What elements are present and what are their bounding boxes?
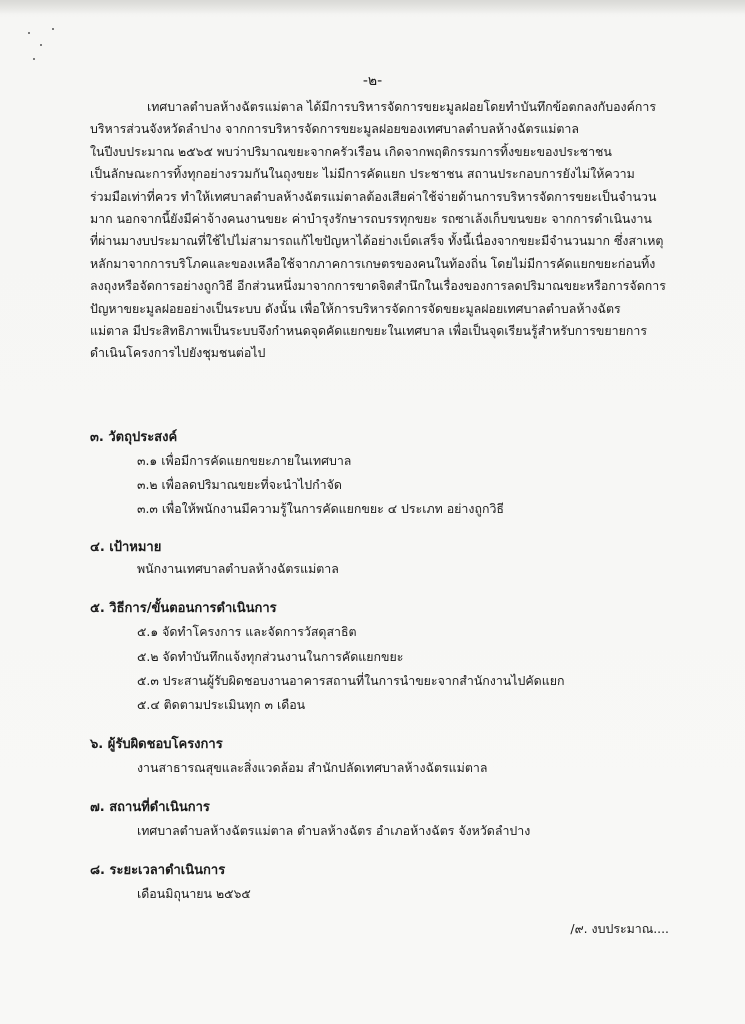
target-item: พนักงานเทศบาลตำบลห้างฉัตรแม่ตาล: [137, 561, 339, 576]
paragraph-line: ในปีงบประมาณ ๒๕๖๕ พบว่าปริมาณขยะจากครัวเรือน เกิดจากพฤติกรรมการทิ้งขยะของประชาชน: [90, 143, 612, 159]
method-item: ๕.๑ จัดทำโครงการ และจัดการวัสดุสาธิต: [137, 624, 357, 639]
period-item: เดือนมิถุนายน ๒๕๖๕: [137, 886, 251, 901]
scan-speck: [28, 32, 30, 34]
section-heading-methods: ๕. วิธีการ/ขั้นตอนการดำเนินการ: [90, 601, 277, 616]
intro-paragraph: [90, 96, 675, 365]
location-item: เทศบาลตำบลห้างฉัตรแม่ตาล ตำบลห้างฉัตร อำเภอห้างฉัตร จังหวัดลำปาง: [137, 823, 531, 838]
objective-item: ๓.๑ เพื่อมีการคัดแยกขยะภายในเทศบาล: [137, 453, 352, 468]
scan-speck: [40, 44, 42, 46]
paragraph-line: มาก นอกจากนี้ยังมีค่าจ้างคนงานขยะ ค่าบำรุงรักษารถบรรทุกขยะ รถซาเล้งเก็บขนขยะ จากการดำเนินงาน: [90, 211, 652, 227]
section-heading-period: ๘. ระยะเวลาดำเนินการ: [90, 863, 226, 878]
paragraph-line: บริหารส่วนจังหวัดลำปาง จากการบริหารจัดการขยะมูลฝอยของเทศบาลตำบลห้างฉัตรแม่ตาล: [90, 121, 579, 137]
scan-edge-shadow: [0, 0, 745, 14]
objective-item: ๓.๓ เพื่อให้พนักงานมีความรู้ในการคัดแยกขยะ ๔ ประเภท อย่างถูกวิธี: [137, 501, 504, 516]
scan-speck: [33, 58, 35, 60]
page-number: -๒-: [362, 73, 383, 89]
paragraph-line: ดำเนินโครงการไปยังชุมชนต่อไป: [90, 345, 266, 361]
scan-speck: [52, 28, 54, 30]
method-item: ๕.๒ จัดทำบันทึกแจ้งทุกส่วนงานในการคัดแยกขยะ: [137, 649, 404, 664]
paragraph-line: เทศบาลตำบลห้างฉัตรแม่ตาล ได้มีการบริหารจัดการขยะมูลฝอยโดยทำบันทึกข้อตกลงกับองค์การ: [147, 99, 657, 114]
paragraph-line: ร่วมมือเท่าที่ควร ทำให้เทศบาลตำบลห้างฉัตรแม่ตาลต้องเสียค่าใช้จ่ายด้านการบริหารจัดการขยะเป็นจำนวน: [90, 188, 657, 204]
section-heading-responsible: ๖. ผู้รับผิดชอบโครงการ: [90, 737, 223, 752]
paragraph-line: แม่ตาล มีประสิทธิภาพเป็นระบบจึงกำหนดจุดคัดแยกขยะในเทศบาล เพื่อเป็นจุดเรียนรู้สำหรับการขยายการ: [90, 323, 647, 339]
objective-item: ๓.๒ เพื่อลดปริมาณขยะที่จะนำไปกำจัด: [137, 477, 342, 492]
continuation-note: /๙. งบประมาณ....: [570, 921, 669, 936]
responsible-item: งานสาธารณสุขและสิ่งแวดล้อม สำนักปลัดเทศบาลห้างฉัตรแม่ตาล: [137, 760, 488, 775]
paragraph-line: ปัญหาขยะมูลฝอยอย่างเป็นระบบ ดังนั้น เพื่อให้การบริหารจัดการจัดขยะมูลฝอยเทศบาลตำบลห้างฉัตร: [90, 300, 621, 316]
method-item: ๕.๔ ติดตามประเมินทุก ๓ เดือน: [137, 697, 306, 712]
paragraph-line: หลักมาจากการบริโภคและของเหลือใช้จากภาคการเกษตรของคนในท้องถิ่น โดยไม่มีการคัดแยกขยะก่อนทิ้ง: [90, 255, 656, 271]
paragraph-line: ลงถุงหรือจัดการอย่างถูกวิธี อีกส่วนหนึ่งมาจากการขาดจิตสำนึกในเรื่องของการลดปริมาณขยะหรือการจัดการ: [90, 278, 666, 294]
method-item: ๕.๓ ประสานผู้รับผิดชอบงานอาคารสถานที่ในการนำขยะจากสำนักงานไปคัดแยก: [137, 673, 565, 688]
section-heading-target: ๔. เป้าหมาย: [90, 540, 162, 555]
paragraph-line: ที่ผ่านมางบประมาณที่ใช้ไปไม่สามารถแก้ไขปัญหาได้อย่างเบ็ดเสร็จ ทั้งนี้เนื่องจากขยะมีจำนวนมาก ซึ่งสาเหตุ: [90, 233, 664, 249]
paragraph-line: เป็นลักษณะการทิ้งทุกอย่างรวมกันในถุงขยะ ไม่มีการคัดแยก ประชาชน สถานประกอบการยังไม่ให้ความ: [90, 166, 635, 182]
section-heading-objectives: ๓. วัตถุประสงค์: [90, 430, 178, 445]
section-heading-location: ๗. สถานที่ดำเนินการ: [90, 800, 210, 815]
